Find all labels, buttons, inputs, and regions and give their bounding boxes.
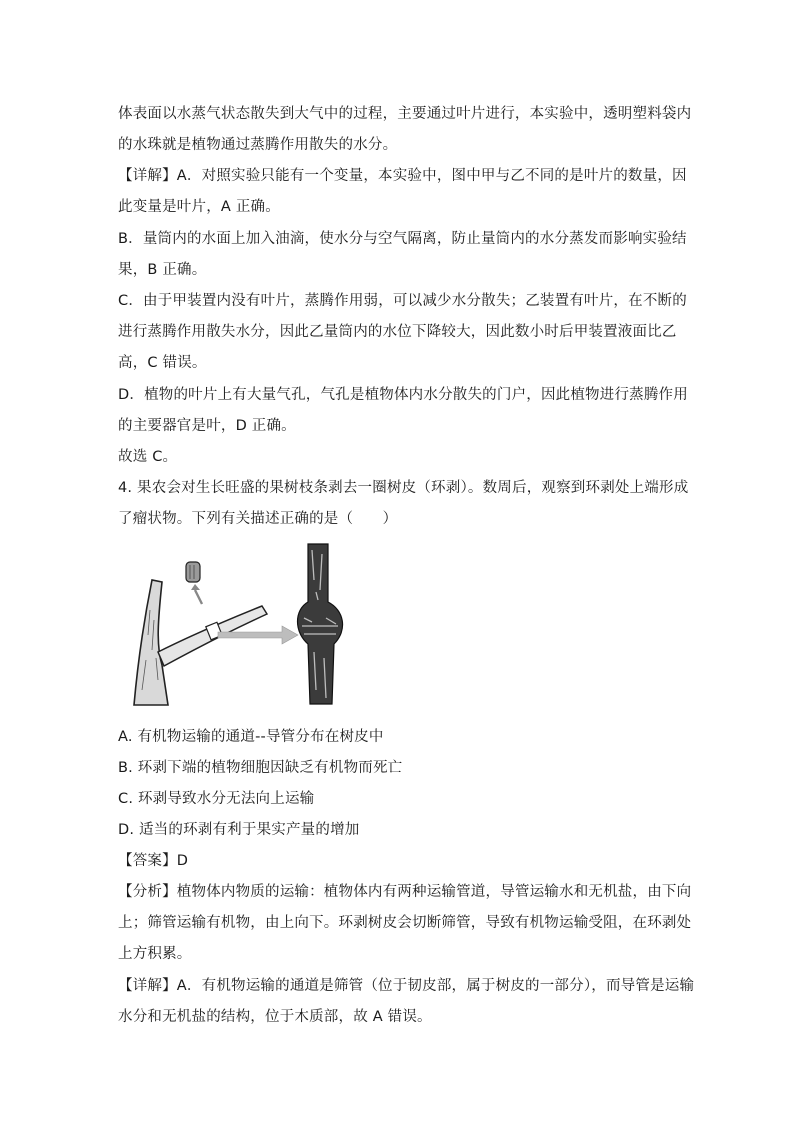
explanation-line: 水分和无机盐的结构，位于木质部，故 A 错误。 <box>118 1009 432 1025</box>
magnified-stem <box>298 544 343 704</box>
analysis-line: 【分析】植物体内物质的运输：植物体内有两种运输管道，导管运输水和无机盐，由下向 <box>118 884 692 900</box>
explanation-line: 【详解】A．有机物运输的通道是筛管（位于韧皮部，属于树皮的一部分），而导管是运输 <box>118 978 695 994</box>
option-d: D. 适当的环剥有利于果实产量的增加 <box>118 822 360 838</box>
girdling-diagram <box>122 540 362 710</box>
text-line: 此变量是叶片，A 正确。 <box>118 199 280 215</box>
text-line: C．由于甲装置内没有叶片，蒸腾作用弱，可以减少水分散失；乙装置有叶片，在不断的 <box>118 293 687 309</box>
text-line: 【详解】A．对照实验只能有一个变量，本实验中，图中甲与乙不同的是叶片的数量，因 <box>118 168 687 184</box>
text-line: 高，C 错误。 <box>118 355 207 371</box>
text-line: 的主要器官是叶，D 正确。 <box>118 418 296 434</box>
text-line: 的水珠就是植物通过蒸腾作用散失的水分。 <box>118 137 398 153</box>
trunk-shape <box>134 580 168 705</box>
option-a: A. 有机物运输的通道--导管分布在树皮中 <box>118 729 384 745</box>
text-line: 体表面以水蒸气状态散失到大气中的过程，主要通过叶片进行，本实验中，透明塑料袋内 <box>118 106 692 122</box>
question-stem: 了瘤状物。下列有关描述正确的是（ ） <box>118 511 398 527</box>
text-line: 进行蒸腾作用散失水分，因此乙量筒内的水位下降较大，因此数小时后甲装置液面比乙 <box>118 324 677 340</box>
text-line: 果，B 正确。 <box>118 262 207 278</box>
answer-line: 【答案】D <box>118 853 189 869</box>
question-stem: 4. 果农会对生长旺盛的果树枝条剥去一圈树皮（环剥）。数周后，观察到环剥处上端形成 <box>118 480 689 496</box>
text-line: B．量筒内的水面上加入油滴，使水分与空气隔离，防止量筒内的水分蒸发而影响实验结 <box>118 231 687 247</box>
analysis-line: 上方积累。 <box>118 946 192 962</box>
text-line: D．植物的叶片上有大量气孔，气孔是植物体内水分散失的门户，因此植物进行蒸腾作用 <box>118 387 688 403</box>
option-c: C. 环剥导致水分无法向上运输 <box>118 791 315 807</box>
arrow-up-icon <box>195 590 202 604</box>
analysis-line: 上；筛管运输有机物，由上向下。环剥树皮会切断筛管，导致有机物运输受阻，在环剥处 <box>118 915 692 931</box>
removed-bark-icon <box>186 562 200 582</box>
text-line: 故选 C。 <box>118 449 178 465</box>
option-b: B. 环剥下端的植物细胞因缺乏有机物而死亡 <box>118 760 403 776</box>
